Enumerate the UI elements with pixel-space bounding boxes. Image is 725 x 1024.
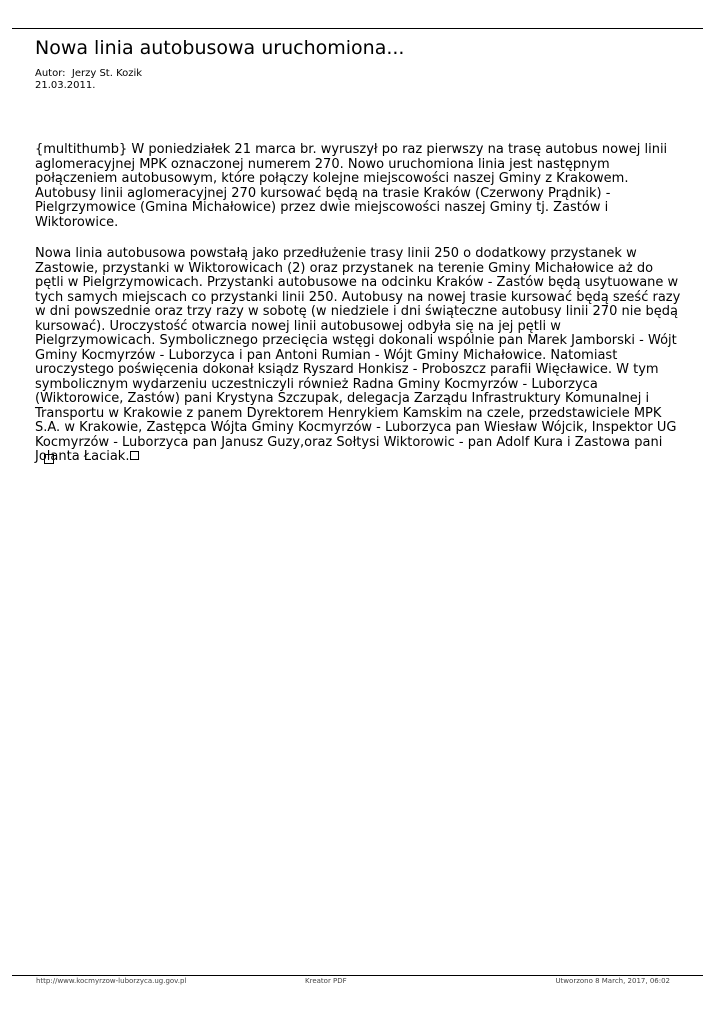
article-paragraph-1 <box>35 143 685 230</box>
article-date: 21.03.2011. <box>35 80 96 91</box>
missing-glyph-icon <box>130 451 139 460</box>
paragraph-2-text: Nowa linia autobusowa powstałą jako przedłużenie trasy linii 250 o dodatkowy przystanek w Zastowie, przystanki w Wiktorowicach (2) oraz przystanek na terenie Gminy Michałowice aż do pętli w Pielgrzymowicach. Przystanki autobusowe na odcinku Kraków - Zastów będą usytuowane w tych samych miejscach co przystanki linii 250. Autobusy na nowej trasie kursować będą sześć razy w dni powszednie oraz trzy razy w sobotę (w niedziele i dni świąteczne autobusy linii 270 nie będą kursować). Uroczystość otwarcia nowej linii autobusowej odbyła się na jej pętli w Pielgrzymowicach. Symbolicznego przecięcia wstęgi dokonali wspólnie pan Marek Jamborski - Wójt Gminy Kocmyrzów - Luborzyca i pan Antoni Rumian - Wójt Gminy Michałowice. Natomiast uroczystego poświęcenia dokonał ksiądz Ryszard Honkisz - Proboszcz parafii Więcławice. W tym symbolicznym wydarzeniu uczestniczyli również Radna Gminy Kocmyrzów - Luborzyca (Wiktorowice, Zastów) pani Krystyna Szczupak, delegacja Zarządu Infrastruktury Komunalnej i Transportu w Krakowie z panem Dyrektorem Henrykiem Kamskim na czele, przedstawiciele MPK S.A. w Krakowie, Zastępca Wójta Gminy Kocmyrzów - Luborzyca pan Wiesław Wójcik, Inspektor UG Kocmyrzów - Luborzyca pan Janusz Guzy,oraz Sołtysi Wiktorowic - pan Adolf Kura i Zastowa pani Jolanta Łaciak. <box>35 246 681 464</box>
footer-url-link[interactable]: http://www.kocmyrzow-luborzyca.ug.gov.pl <box>36 977 187 985</box>
footer-created-date: Utworzono 8 March, 2017, 06:02 <box>555 977 670 985</box>
footer-rule <box>12 975 703 976</box>
header-rule <box>12 28 703 29</box>
footer-generator: Kreator PDF <box>305 977 347 985</box>
missing-glyph-icon <box>44 454 54 464</box>
article-meta <box>35 68 142 92</box>
paragraph-1-text: {multithumb} W poniedziałek 21 marca br. wyruszył po raz pierwszy na trasę autobus nowej linii aglomeracyjnej MPK oznaczonej numerem 270. Nowo uruchomiona linia jest następnym połączeniem autobusowym, które połączy kolejne miejscowości naszej Gminy z Krakowem. Autobusy linii aglomeracyjnej 270 kursować będą na trasie Kraków (Czerwony Prądnik) - Pielgrzymowice (Gmina Michałowice) przez dwie miejscowości naszej Gminy tj. Zastów i Wiktorowice. <box>35 142 668 230</box>
page-title: Nowa linia autobusowa uruchomiona... <box>35 37 405 59</box>
author-line: Autor: Jerzy St. Kozik <box>35 68 143 79</box>
article-paragraph-2 <box>35 247 685 465</box>
